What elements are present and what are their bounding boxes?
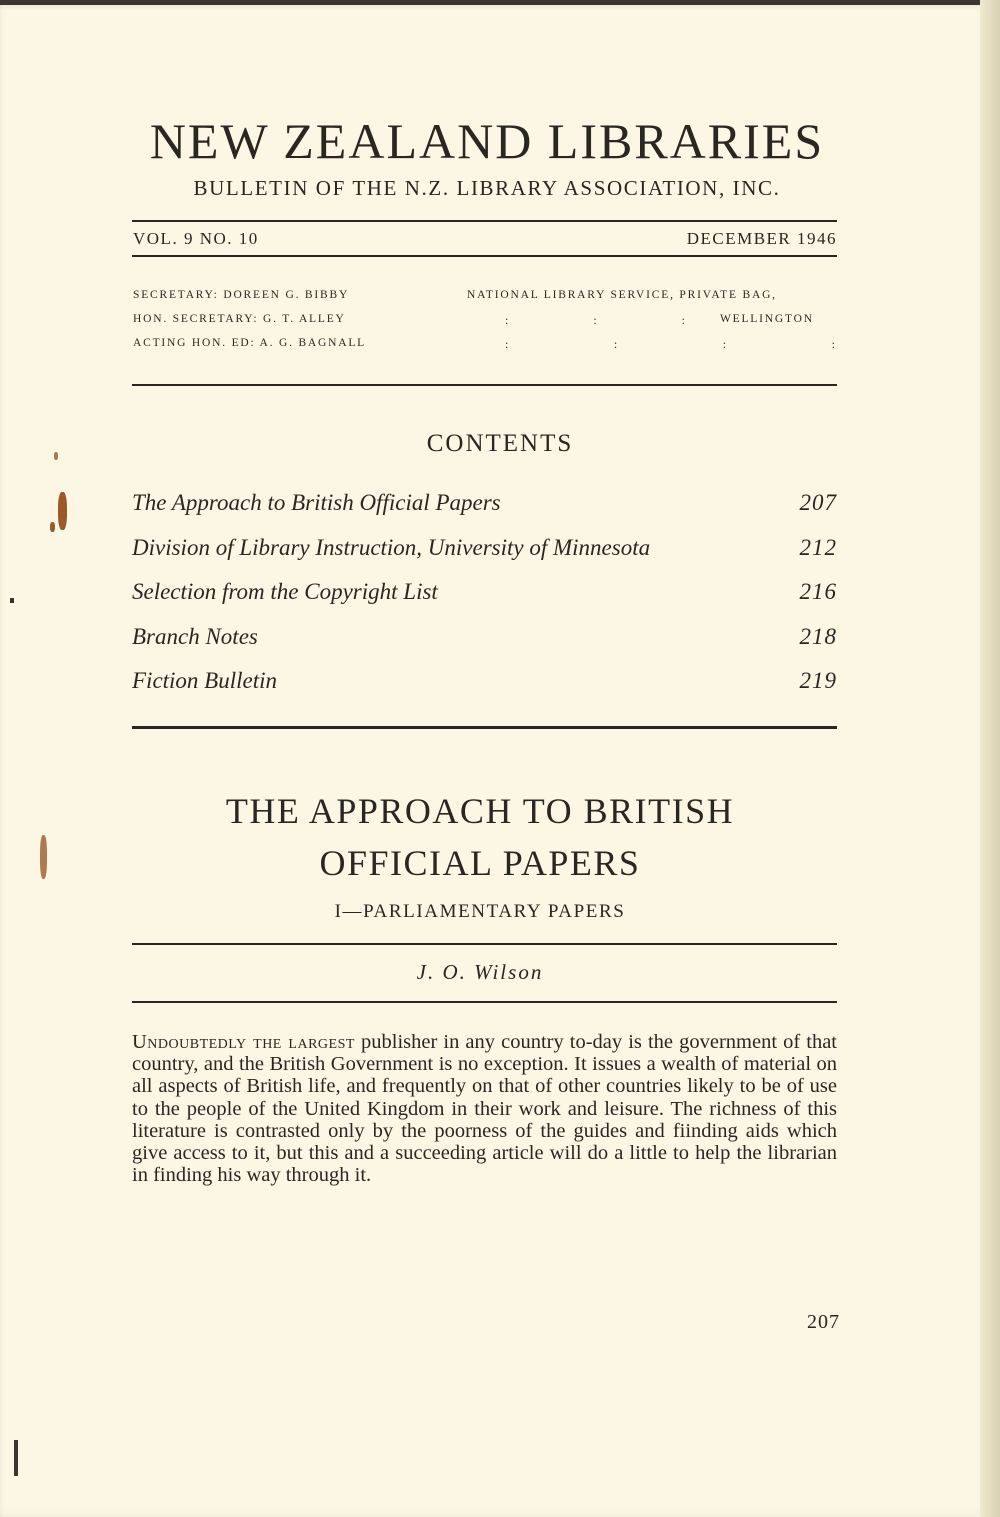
masthead-subtitle: BULLETIN OF THE N.Z. LIBRARY ASSOCIATION, INC. bbox=[193, 176, 781, 200]
toc-entry-title: Selection from the Copyright List bbox=[132, 579, 438, 604]
contents-heading: CONTENTS bbox=[426, 430, 574, 457]
article-author: J. O. Wilson bbox=[416, 960, 544, 984]
toc-entry[interactable] bbox=[132, 535, 837, 580]
colon: : bbox=[593, 313, 597, 327]
colon: : bbox=[505, 313, 509, 327]
acting-editor-line: ACTING HON. ED: A. G. BAGNALL bbox=[133, 337, 366, 349]
page-top-edge bbox=[0, 0, 1000, 5]
masthead-rule-bottom bbox=[132, 255, 837, 257]
toc-entry[interactable] bbox=[132, 490, 837, 535]
author-rule-bottom bbox=[132, 1001, 837, 1003]
colon: : bbox=[505, 337, 509, 351]
secretary-line: SECRETARY: DOREEN G. BIBBY bbox=[133, 289, 350, 301]
toc-entry[interactable] bbox=[132, 579, 837, 624]
address-line-2: WELLINGTON bbox=[720, 313, 814, 325]
issue-date: DECEMBER 1946 bbox=[686, 229, 837, 248]
masthead-title: NEW ZEALAND LIBRARIES bbox=[149, 113, 825, 169]
address-line-2-separators bbox=[505, 313, 685, 328]
toc-entry-page: 212 bbox=[799, 534, 837, 560]
stain-mark bbox=[58, 492, 67, 530]
binding-mark bbox=[14, 1440, 18, 1476]
toc-entry[interactable] bbox=[132, 668, 837, 713]
volume-number: VOL. 9 NO. 10 bbox=[133, 229, 259, 248]
author-rule-top bbox=[132, 943, 837, 945]
page-right-edge bbox=[980, 0, 1000, 1517]
article-subtitle: I—PARLIAMENTARY PAPERS bbox=[334, 901, 626, 922]
toc-entry-title: Branch Notes bbox=[132, 623, 258, 649]
colon: : bbox=[613, 337, 618, 351]
hon-secretary-line: HON. SECRETARY: G. T. ALLEY bbox=[133, 313, 346, 325]
toc-entry-page: 219 bbox=[799, 668, 837, 693]
table-of-contents bbox=[132, 490, 837, 713]
article-lead-in: Undoubtedly the largest bbox=[132, 1031, 355, 1053]
page-number: 207 bbox=[807, 1311, 840, 1333]
stain-mark bbox=[50, 522, 55, 532]
article-title-line-1: THE APPROACH TO BRITISH bbox=[225, 791, 735, 831]
address-line-1: NATIONAL LIBRARY SERVICE, PRIVATE BAG, bbox=[467, 289, 777, 301]
article-body bbox=[132, 1031, 837, 1186]
binding-mark bbox=[10, 598, 14, 603]
toc-entry-title: The Approach to British Official Papers bbox=[132, 490, 501, 515]
toc-entry-title: Fiction Bulletin bbox=[132, 668, 277, 693]
colon: : bbox=[722, 337, 727, 351]
article-body-text: publisher in any country to-day is the government of that country, and the British Government is no exception. It issues a wealth of material on all aspects of British life, and frequently on that of other countries likely to be of use to the people of the United Kingdom in their work and leisure. The richness of this literature is contrasted only by the poorness of the guides and fiinding aids which give access to it, but this and a succeeding article will do a little to help the librarian in finding his way through it. bbox=[132, 1031, 837, 1187]
toc-entry-page: 218 bbox=[799, 623, 837, 649]
masthead-rule-top bbox=[132, 220, 837, 222]
colon: : bbox=[831, 337, 835, 351]
article-title-line-2: OFFICIAL PAPERS bbox=[319, 843, 641, 883]
toc-entry-title: Division of Library Instruction, University of Minnesota bbox=[132, 534, 651, 560]
toc-entry-page: 207 bbox=[799, 490, 837, 515]
contents-rule bbox=[132, 726, 837, 729]
toc-entry[interactable] bbox=[132, 624, 837, 669]
toc-entry-page: 216 bbox=[799, 579, 837, 604]
colon: : bbox=[681, 313, 685, 327]
address-line-3-separators bbox=[505, 337, 835, 352]
header-rule bbox=[132, 384, 837, 386]
